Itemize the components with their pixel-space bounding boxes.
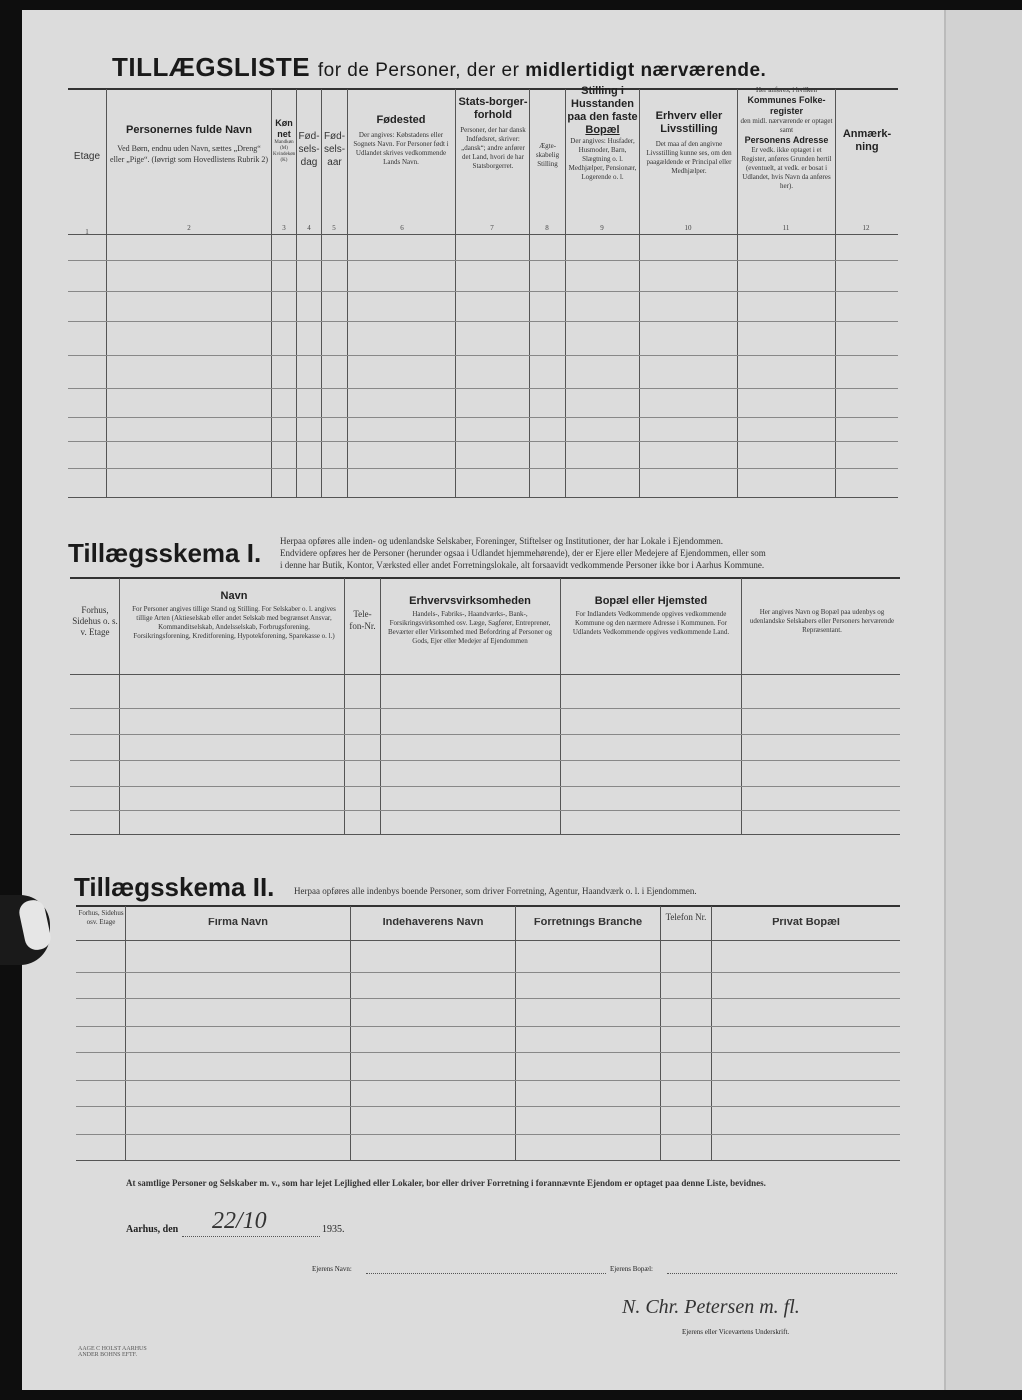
s1-header-representative: Her angives Navn og Bopæl paa udenbys og udenlandske Selskabers eller Personers herværende Repræsentant. bbox=[749, 608, 895, 634]
t1-header-name-title: Personernes fulde Navn bbox=[126, 124, 252, 136]
adjacent-page bbox=[944, 10, 1022, 1390]
s2-header-firm: Firma Navn bbox=[208, 918, 268, 927]
t1-header-household-sub: Der angives: Husfader, Husmoder, Barn, Slægtning o. l. Medhjælper, Pensionær, Logerende o. l. bbox=[568, 137, 637, 181]
t1-colnum: 1 bbox=[85, 228, 89, 236]
t1-colnum: 4 bbox=[307, 224, 311, 232]
t1-header-register-title: Kommunes Folke-register bbox=[747, 95, 826, 116]
printer-mark: AAGE C HOLST AARHUS ANDER BOHNS EFTF. bbox=[78, 1346, 147, 1358]
t1-header-sex-sub: Mandkøn (M) Kvindekøn (K) bbox=[273, 140, 295, 163]
t1-header-remarks-title: Anmærk-ning bbox=[842, 128, 892, 153]
t1-header-birthday: Fød-sels-dag bbox=[298, 131, 320, 168]
t1-header-birthplace-title: Fødested bbox=[376, 114, 426, 126]
s1-header-business-sub: Handels-, Fabriks-, Haandværks-, Bank-, Forsikringsvirksomhed osv. Læge, Sagfører, Entreprenør, Beværter eller Virksomhed med Befordring af Personer og Gods, Ejer eller Medejer af Ejendommen bbox=[387, 610, 553, 645]
owner-address-label: Ejerens Bopæl: bbox=[610, 1265, 653, 1273]
title-main: TILLÆGSLISTE bbox=[112, 52, 311, 82]
s1-header-residence-title: Bopæl eller Hjemsted bbox=[594, 595, 708, 607]
t1-header-register bbox=[739, 86, 834, 191]
t1-header-marital: Ægte-skabelig Stilling bbox=[535, 142, 560, 168]
t1-header-sex bbox=[273, 118, 295, 164]
owner-name-label: Ejerens Navn: bbox=[312, 1265, 352, 1273]
t1-header-household bbox=[567, 85, 638, 182]
skema1-note bbox=[280, 535, 920, 571]
t1-header-name-sub: Ved Børn, endnu uden Navn, sættes „Dreng“ eller „Pige“. (Iøvrigt som Hovedlistens Rubrik 2) bbox=[110, 144, 268, 164]
s2-header-phone: Telefon Nr. bbox=[665, 912, 707, 922]
s1-header-business-title: Erhvervsvirksomheden bbox=[409, 595, 531, 607]
t1-header-birthplace bbox=[349, 114, 453, 167]
handwritten-date: 22/10 bbox=[212, 1208, 267, 1234]
s1-header-floor: Forhus, Sidehus o. s. v. Etage bbox=[72, 605, 118, 637]
s1-header-residence-sub: For Indlandets Vedkommende opgives vedkommende Kommune og den nærmere Adresse i Kommunen. For Udlandets Vedkommende opgives vedkommende Land. bbox=[572, 610, 730, 636]
title-rest-bold: midlertidigt nærværende. bbox=[525, 60, 767, 81]
s1-header-residence bbox=[564, 595, 738, 637]
t1-header-household-title2: Bopæl bbox=[585, 124, 620, 136]
t1-header-register-pre: Her anføres, i hvilken bbox=[755, 86, 818, 94]
t1-header-register-mid: den midl. nærværende er optaget samt bbox=[740, 117, 833, 134]
skema2-title: Tillægsskema II. bbox=[74, 872, 275, 902]
skema1-note-line3: i denne har Butik, Kontor, Værksted eller andet Forretningslokale, alt forsaavidt vedkommende Personer ikke bor i Aarhus Kommune. bbox=[280, 560, 765, 570]
skema1-note-line2: Endvidere opføres her de Personer (herunder ogsaa i Udlandet hjemmehørende), der er Ejere eller Medejere af Ejendommen, eller som bbox=[280, 548, 766, 558]
t1-header-register-sub: Er vedk. ikke optaget i et Register, anføres Grunden hertil (eventuelt, at vedk. er bosat i Udlandet, hvis Navn da anføres her). bbox=[741, 146, 832, 190]
page-title bbox=[112, 52, 766, 83]
t1-colnum: 11 bbox=[782, 224, 790, 232]
t1-header-occupation-sub: Det maa af den angivne Livsstilling kunne ses, om den paagældende er Principal eller Medhjælper. bbox=[646, 140, 732, 175]
skema1-note-line1: Herpaa opføres alle inden- og udenlandske Selskaber, Foreninger, Stiftelser og Institutioner, der har Lokale i Ejendommen. bbox=[280, 536, 724, 546]
t1-header-household-title: Stilling i Husstanden paa den faste bbox=[567, 85, 638, 123]
s1-header-name-sub: For Personer angives tillige Stand og Stilling. For Selskaber o. l. angives tillige Arten (Aktieselskab eller andet Selskab med begrænset Ansvar, Kommanditselskab, Andelsselskab, Forbrugsforening, Forsikringsforening, Kreditforening, Hypotekforening, Sparekasse o. l.) bbox=[132, 605, 336, 640]
s2-header-branch: Forretnings Branche bbox=[533, 918, 643, 927]
t1-header-remarks bbox=[837, 128, 897, 154]
skema2-note: Herpaa opføres alle indenbys boende Personer, som driver Forretning, Agentur, Haandværk o. l. i Ejendommen. bbox=[294, 886, 697, 896]
place-label: Aarhus, den bbox=[126, 1224, 179, 1235]
t1-colnum: 9 bbox=[600, 224, 604, 232]
s2-header-owner: Indehaverens Navn bbox=[382, 918, 484, 927]
t1-header-register-title2: Personens Adresse bbox=[744, 135, 829, 145]
t1-header-birthyear: Fød-sels-aar bbox=[323, 131, 346, 168]
form-page bbox=[22, 10, 944, 1390]
t1-header-name bbox=[110, 124, 268, 165]
declaration: At samtlige Personer og Selskaber m. v., som har lejet Lejlighed eller Lokaler, bor eller driver Forretning i forannævnte Ejendom er optaget paa denne Liste, bevidnes. bbox=[126, 1178, 766, 1188]
t1-colnum: 10 bbox=[684, 224, 692, 232]
year: 1935. bbox=[322, 1224, 345, 1235]
title-rest: for de Personer, der er bbox=[317, 60, 520, 81]
t1-colnum: 7 bbox=[490, 224, 494, 232]
signature: N. Chr. Petersen m. fl. bbox=[622, 1296, 800, 1318]
t1-colnum: 6 bbox=[400, 224, 404, 232]
s1-header-phone: Tele-fon-Nr. bbox=[349, 609, 376, 631]
t1-colnum: 8 bbox=[545, 224, 549, 232]
s1-header-name bbox=[132, 590, 336, 641]
s1-header-business bbox=[384, 595, 556, 646]
signature-label: Ejerens eller Viceværtens Underskrift. bbox=[682, 1328, 790, 1336]
t1-header-citizenship bbox=[458, 96, 528, 171]
t1-header-occupation-title: Erhverv eller Livsstilling bbox=[655, 110, 723, 135]
t1-header-birthplace-sub: Der angives: Købstadens eller Sognets Navn. For Personer født i Udlandet skrives vedkommende Lands Navn. bbox=[353, 131, 449, 166]
t1-colnum: 3 bbox=[282, 224, 286, 232]
t1-colnum: 2 bbox=[187, 224, 191, 232]
t1-header-sex-title: Kønnet bbox=[275, 118, 293, 139]
t1-colnum: 5 bbox=[332, 224, 336, 232]
t1-header-occupation bbox=[642, 110, 736, 176]
skema1-title: Tillægsskema I. bbox=[68, 538, 262, 568]
t1-header-citizenship-sub: Personer, der har dansk Indfødsret, skriver: „dansk“; andre anfører det Land, hvori de har Statsborgerret. bbox=[460, 126, 526, 170]
t1-header-citizenship-title: Stats-borger-forhold bbox=[458, 96, 528, 121]
s2-header-private-address: Privat Bopæl bbox=[772, 918, 840, 927]
t1-colnum: 12 bbox=[862, 224, 870, 232]
s1-header-name-title: Navn bbox=[220, 590, 248, 602]
t1-header-etage: Etage bbox=[73, 152, 101, 161]
s2-header-floor: Forhus, Sidehus osv. Etage bbox=[78, 909, 124, 926]
